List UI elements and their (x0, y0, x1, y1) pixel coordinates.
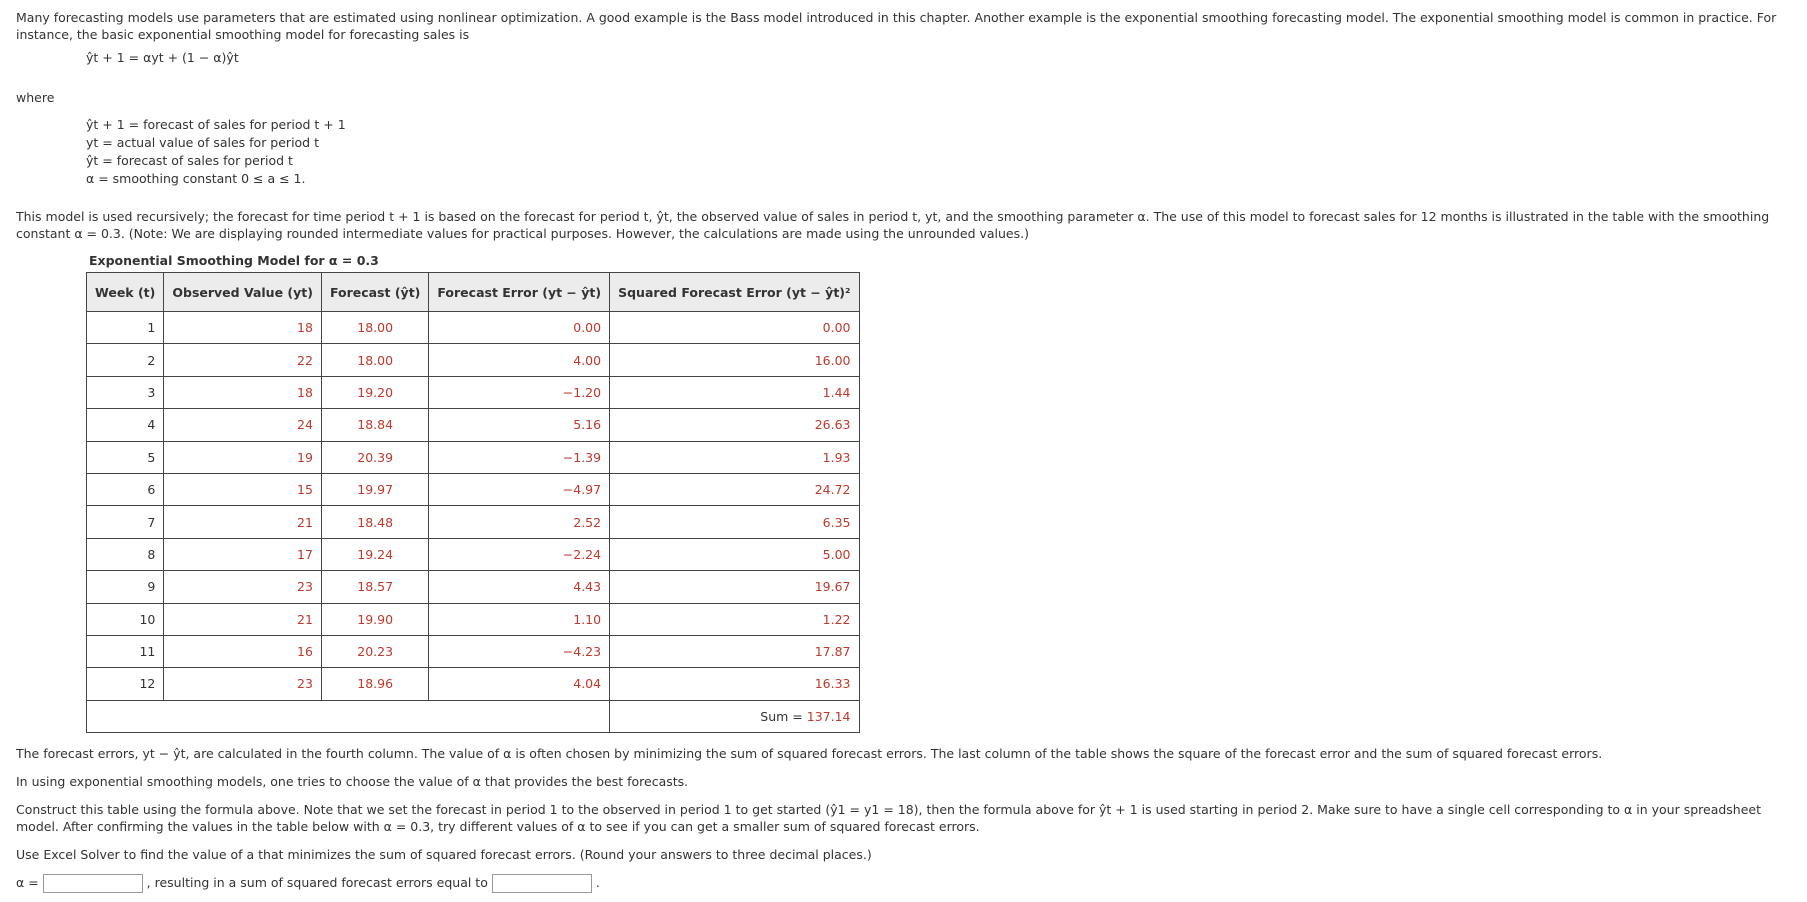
cell-week: 2 (87, 344, 164, 376)
definition-item: ŷt + 1 = forecast of sales for period t + 1 (86, 117, 346, 132)
cell-forecast-error: 2.52 (429, 506, 610, 538)
cell-week: 7 (87, 506, 164, 538)
smoothing-table-block (86, 252, 851, 733)
cell-observed: 15 (164, 473, 322, 505)
table-row (87, 376, 860, 408)
cell-forecast: 20.23 (321, 635, 428, 667)
best-forecast-paragraph: In using exponential smoothing models, one tries to choose the value of α that provides the best forecasts. (16, 774, 689, 790)
construct-paragraph: Construct this table using the formula above. Note that we set the forecast in period 1 to the observed in period 1 to get started (ŷ1 = y1 = 18), then the formula above for ŷt + 1 is used starting in period 2. Make sure to have a single cell corresponding to α in your spreadsheet model. After confirming the values in the table below with α = 0.3, try different values of α to see if you can get a smaller sum of squared forecast errors. (16, 802, 1762, 835)
table-row (87, 312, 860, 344)
cell-forecast: 18.96 (321, 668, 428, 700)
header-squared-error: Squared Forecast Error (yt − ŷt)² (610, 273, 859, 312)
table-row (87, 441, 860, 473)
table-row (87, 506, 860, 538)
cell-forecast: 19.90 (321, 603, 428, 635)
header-forecast: Forecast (ŷt) (321, 273, 428, 312)
table-row (87, 635, 860, 667)
smoothing-formula: ŷt + 1 = αyt + (1 − α)ŷt (86, 50, 239, 65)
cell-squared-error: 17.87 (610, 635, 859, 667)
cell-forecast: 19.24 (321, 538, 428, 570)
cell-forecast-error: −2.24 (429, 538, 610, 570)
sum-squared-errors-input[interactable] (492, 874, 592, 893)
cell-squared-error: 1.44 (610, 376, 859, 408)
alpha-label: α = (16, 875, 39, 891)
cell-observed: 18 (164, 312, 322, 344)
table-header-row (87, 273, 860, 312)
answer-line (16, 874, 1791, 893)
cell-observed: 16 (164, 635, 322, 667)
table-row (87, 603, 860, 635)
cell-week: 4 (87, 409, 164, 441)
cell-week: 1 (87, 312, 164, 344)
cell-observed: 21 (164, 506, 322, 538)
cell-forecast-error: 1.10 (429, 603, 610, 635)
cell-observed: 23 (164, 571, 322, 603)
cell-forecast-error: 4.00 (429, 344, 610, 376)
table-sum-row (87, 700, 860, 732)
cell-observed: 21 (164, 603, 322, 635)
cell-squared-error: 16.33 (610, 668, 859, 700)
table-row (87, 409, 860, 441)
answer-end-text: . (595, 875, 600, 891)
cell-squared-error: 24.72 (610, 473, 859, 505)
table-row (87, 571, 860, 603)
sum-row-blank (87, 700, 610, 732)
sum-label: Sum = (760, 708, 803, 724)
cell-week: 10 (87, 603, 164, 635)
cell-forecast: 18.84 (321, 409, 428, 441)
cell-week: 11 (87, 635, 164, 667)
cell-forecast-error: 5.16 (429, 409, 610, 441)
smoothing-table (86, 272, 860, 733)
cell-forecast: 18.00 (321, 344, 428, 376)
cell-observed: 17 (164, 538, 322, 570)
recursive-paragraph: This model is used recursively; the forecast for time period t + 1 is based on the forecast for period t, ŷt, the observed value of sales in period t, yt, and the smoothing parameter α. The use of this model to forecast sales for 12 months is illustrated in the table with the smoothing constant α = 0.3. (Note: We are displaying rounded intermediate values for practical purposes. However, the calculations are made using the unrounded values.) (16, 209, 1770, 241)
cell-squared-error: 5.00 (610, 538, 859, 570)
cell-week: 8 (87, 538, 164, 570)
definition-item: yt = actual value of sales for period t (86, 135, 319, 150)
table-row (87, 538, 860, 570)
cell-observed: 18 (164, 376, 322, 408)
cell-observed: 23 (164, 668, 322, 700)
answer-middle-text: , resulting in a sum of squared forecast errors equal to (146, 875, 488, 891)
cell-forecast-error: −4.23 (429, 635, 610, 667)
cell-squared-error: 0.00 (610, 312, 859, 344)
definition-item: ŷt = forecast of sales for period t (86, 153, 293, 168)
header-week: Week (t) (87, 273, 164, 312)
cell-squared-error: 6.35 (610, 506, 859, 538)
cell-squared-error: 1.22 (610, 603, 859, 635)
cell-squared-error: 16.00 (610, 344, 859, 376)
cell-forecast: 19.97 (321, 473, 428, 505)
cell-observed: 19 (164, 441, 322, 473)
cell-forecast-error: 4.43 (429, 571, 610, 603)
cell-forecast: 18.48 (321, 506, 428, 538)
table-row (87, 344, 860, 376)
table-caption: Exponential Smoothing Model for α = 0.3 (89, 253, 379, 268)
alpha-input[interactable] (43, 874, 143, 893)
cell-observed: 24 (164, 409, 322, 441)
definition-item: α = smoothing constant 0 ≤ a ≤ 1. (86, 171, 306, 186)
cell-squared-error: 1.93 (610, 441, 859, 473)
header-observed: Observed Value (yt) (164, 273, 322, 312)
cell-forecast: 20.39 (321, 441, 428, 473)
cell-forecast-error: −1.39 (429, 441, 610, 473)
table-row (87, 473, 860, 505)
cell-squared-error: 19.67 (610, 571, 859, 603)
cell-week: 5 (87, 441, 164, 473)
cell-observed: 22 (164, 344, 322, 376)
cell-forecast-error: 4.04 (429, 668, 610, 700)
errors-paragraph: The forecast errors, yt − ŷt, are calculated in the fourth column. The value of α is often chosen by minimizing the sum of squared forecast errors. The last column of the table shows the square of the forecast error and the sum of squared forecast errors. (16, 746, 1603, 762)
header-forecast-error: Forecast Error (yt − ŷt) (429, 273, 610, 312)
where-label: where (16, 90, 55, 105)
cell-week: 9 (87, 571, 164, 603)
cell-squared-error: 26.63 (610, 409, 859, 441)
sum-value: 137.14 (806, 708, 851, 724)
cell-week: 12 (87, 668, 164, 700)
cell-week: 6 (87, 473, 164, 505)
solver-paragraph: Use Excel Solver to find the value of a that minimizes the sum of squared forecast errors. (Round your answers to three decimal places.) (16, 847, 872, 863)
cell-forecast-error: 0.00 (429, 312, 610, 344)
cell-forecast: 19.20 (321, 376, 428, 408)
table-row (87, 668, 860, 700)
cell-forecast-error: −4.97 (429, 473, 610, 505)
cell-week: 3 (87, 376, 164, 408)
intro-paragraph: Many forecasting models use parameters that are estimated using nonlinear optimization. A good example is the Bass model introduced in this chapter. Another example is the exponential smoothing forecasting model. The exponential smoothing model is common in practice. For instance, the basic exponential smoothing model for forecasting sales is (16, 10, 1777, 42)
cell-forecast: 18.00 (321, 312, 428, 344)
cell-forecast-error: −1.20 (429, 376, 610, 408)
definitions-list (86, 116, 1791, 188)
sum-cell (610, 700, 859, 732)
cell-forecast: 18.57 (321, 571, 428, 603)
